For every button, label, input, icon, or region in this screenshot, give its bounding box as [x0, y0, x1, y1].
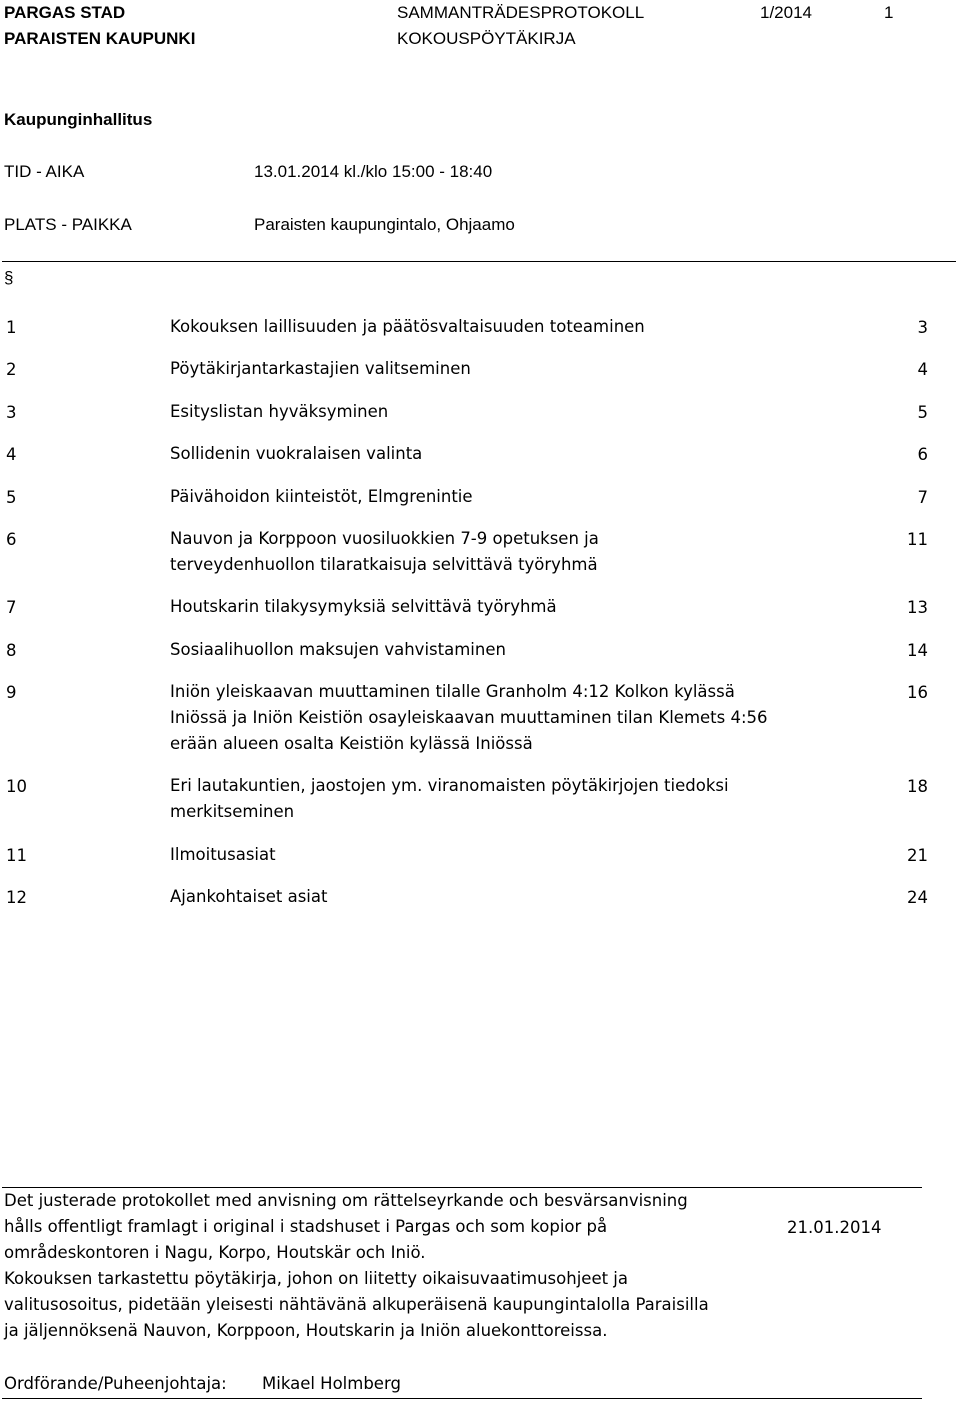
footer-bottom-rule — [2, 1398, 922, 1399]
notice-line: hålls offentligt framlagt i original i stadshuset i Pargas och som kopior på — [4, 1217, 608, 1236]
agenda-item-page: 21 — [907, 846, 928, 865]
doc-type-swedish: SAMMANTRÄDESPROTOKOLL — [397, 3, 645, 22]
agenda-item-number: 6 — [6, 530, 17, 549]
agenda-item-number: 8 — [6, 641, 17, 660]
agenda-item-page: 14 — [907, 641, 928, 660]
agenda-item-title: Houtskarin tilakysymyksiä selvittävä työryhmä — [170, 597, 557, 616]
header-divider — [2, 261, 956, 262]
agenda-item-number: 4 — [6, 445, 17, 464]
publication-date: 21.01.2014 — [787, 1218, 882, 1237]
agenda-item-page: 3 — [917, 318, 928, 337]
agenda-item-title: Päivähoidon kiinteistöt, Elmgrenintie — [170, 487, 473, 506]
agenda-item-title: Ilmoitusasiat — [170, 845, 276, 864]
doc-type-finnish: KOKOUSPÖYTÄKIRJA — [397, 29, 576, 48]
agenda-item-page: 24 — [907, 888, 928, 907]
publication-notice — [4, 1188, 744, 1344]
agenda-item-title: Nauvon ja Korppoon vuosiluokkien 7-9 opetuksen ja terveydenhuollon tilaratkaisuja selvittävä työryhmä — [170, 529, 599, 574]
agenda-item-page: 18 — [907, 777, 928, 796]
org-name-finnish: PARAISTEN KAUPUNKI — [4, 29, 196, 48]
agenda-item-page: 5 — [917, 403, 928, 422]
notice-line: valitusosoitus, pidetään yleisesti nähtävänä alkuperäisenä kaupungintalolla Paraisilla — [4, 1295, 709, 1314]
agenda-item-title: Pöytäkirjantarkastajien valitseminen — [170, 359, 471, 378]
agenda-item-title: Iniön yleiskaavan muuttaminen tilalle Granholm 4:12 Kolkon kylässä Iniössä ja Iniön Keistiön osayleiskaavan muuttaminen tilan Klemets 4:56 erään alueen osalta Keistiön kylässä Iniössä — [170, 682, 768, 753]
agenda-item-title: Ajankohtaiset asiat — [170, 887, 328, 906]
body-name: Kaupunginhallitus — [4, 110, 153, 129]
agenda-item-number: 3 — [6, 403, 17, 422]
agenda-item-number: 9 — [6, 683, 17, 702]
agenda-item-page: 7 — [917, 488, 928, 507]
agenda-item-page: 6 — [917, 445, 928, 464]
agenda-item-number: 11 — [6, 846, 27, 865]
org-name-swedish: PARGAS STAD — [4, 3, 126, 22]
notice-line: ja jäljennöksenä Nauvon, Korppoon, Houtskarin ja Iniön aluekonttoreissa. — [4, 1321, 608, 1340]
agenda-item-title: Kokouksen laillisuuden ja päätösvaltaisuuden toteaminen — [170, 317, 645, 336]
notice-line: områdeskontoren i Nagu, Korpo, Houtskär och Iniö. — [4, 1243, 426, 1262]
time-label: TID - AIKA — [4, 162, 85, 181]
agenda-item-number: 5 — [6, 488, 17, 507]
notice-line: Kokouksen tarkastettu pöytäkirja, johon on liitetty oikaisuvaatimusohjeet ja — [4, 1269, 629, 1288]
agenda-item-number: 10 — [6, 777, 27, 796]
page-number: 1 — [884, 3, 894, 22]
issue-number: 1/2014 — [760, 3, 812, 22]
agenda-item-number: 2 — [6, 360, 17, 379]
agenda-item-number: 1 — [6, 318, 17, 337]
place-label: PLATS - PAIKKA — [4, 215, 132, 234]
agenda-item-page: 16 — [907, 683, 928, 702]
agenda-item-title: Esityslistan hyväksyminen — [170, 402, 389, 421]
notice-line: Det justerade protokollet med anvisning om rättelseyrkande och besvärsanvisning — [4, 1191, 688, 1210]
agenda-item-title: Sosiaalihuollon maksujen vahvistaminen — [170, 640, 506, 659]
chair-label: Ordförande/Puheenjohtaja: — [4, 1374, 227, 1393]
agenda-item-number: 12 — [6, 888, 27, 907]
agenda-item-title: Sollidenin vuokralaisen valinta — [170, 444, 423, 463]
time-value: 13.01.2014 kl./klo 15:00 - 18:40 — [254, 162, 493, 181]
agenda-item-page: 11 — [907, 530, 928, 549]
agenda-item-page: 4 — [917, 360, 928, 379]
chair-name: Mikael Holmberg — [262, 1374, 401, 1393]
agenda-item-title: Eri lautakuntien, jaostojen ym. viranomaisten pöytäkirjojen tiedoksi merkitseminen — [170, 776, 729, 821]
place-value: Paraisten kaupungintalo, Ohjaamo — [254, 215, 515, 234]
section-symbol: § — [4, 268, 14, 287]
agenda-item-page: 13 — [907, 598, 928, 617]
agenda-item-number: 7 — [6, 598, 17, 617]
